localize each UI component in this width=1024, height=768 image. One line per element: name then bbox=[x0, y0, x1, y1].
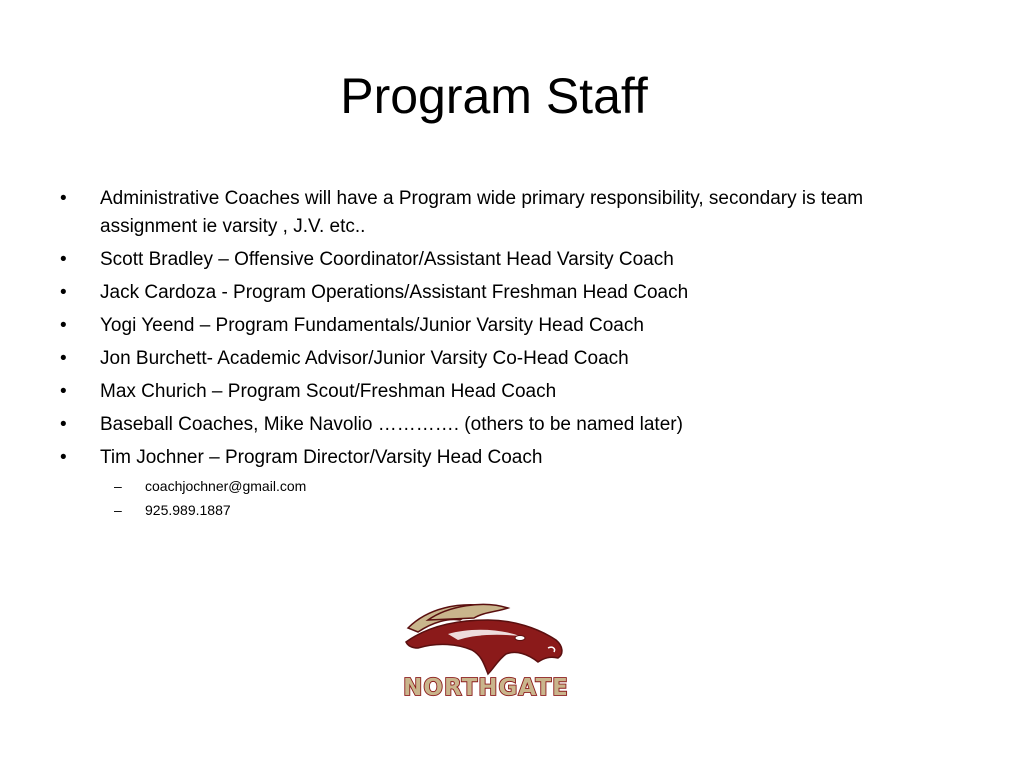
bullet-item bbox=[60, 312, 960, 340]
eye-shape bbox=[515, 636, 525, 641]
sub-bullet-dash: – bbox=[114, 502, 122, 518]
sub-bullet-dash: – bbox=[114, 478, 122, 494]
email-item bbox=[100, 474, 960, 498]
head-shape bbox=[406, 620, 562, 674]
bullet-text: Baseball Coaches, Mike Navolio …………. (others to be named later) bbox=[100, 414, 683, 435]
staff-bullet-list bbox=[60, 185, 960, 527]
bullet-item bbox=[60, 345, 960, 373]
phone-item bbox=[100, 498, 960, 522]
bullet-dot: • bbox=[60, 315, 67, 336]
bullet-text: Tim Jochner – Program Director/Varsity Head Coach bbox=[100, 447, 543, 468]
northgate-text: NORTHGATE bbox=[403, 675, 569, 700]
bullet-dot: • bbox=[60, 348, 67, 369]
bullet-text: Max Churich – Program Scout/Freshman Head Coach bbox=[100, 381, 557, 402]
phone-text: 925.989.1887 bbox=[145, 502, 231, 518]
bullet-item bbox=[60, 411, 960, 439]
mustang-head-icon bbox=[388, 598, 584, 678]
bullet-dot: • bbox=[60, 447, 67, 468]
contact-sub-list bbox=[100, 474, 960, 522]
bullet-item bbox=[60, 279, 960, 307]
bullet-text: Administrative Coaches will have a Program wide primary responsibility, secondary is team assignment ie varsity , J.V. etc.. bbox=[100, 188, 864, 237]
bullet-dot: • bbox=[60, 414, 67, 435]
bullet-dot: • bbox=[60, 282, 67, 303]
bullet-dot: • bbox=[60, 249, 67, 270]
bullet-text: Jack Cardoza - Program Operations/Assistant Freshman Head Coach bbox=[100, 282, 689, 303]
bullet-item bbox=[60, 444, 960, 522]
email-text: coachjochner@gmail.com bbox=[145, 478, 307, 494]
bullet-dot: • bbox=[60, 188, 67, 209]
bullet-item bbox=[60, 185, 960, 241]
bullet-text: Scott Bradley – Offensive Coordinator/Assistant Head Varsity Coach bbox=[100, 249, 674, 270]
slide-title: Program Staff bbox=[340, 68, 648, 124]
bullet-text: Jon Burchett- Academic Advisor/Junior Varsity Co-Head Coach bbox=[100, 348, 629, 369]
bullet-dot: • bbox=[60, 381, 67, 402]
bullet-item bbox=[60, 378, 960, 406]
bullet-item bbox=[60, 246, 960, 274]
northgate-wordmark bbox=[391, 672, 581, 700]
bullet-text: Yogi Yeend – Program Fundamentals/Junior Varsity Head Coach bbox=[100, 315, 644, 336]
